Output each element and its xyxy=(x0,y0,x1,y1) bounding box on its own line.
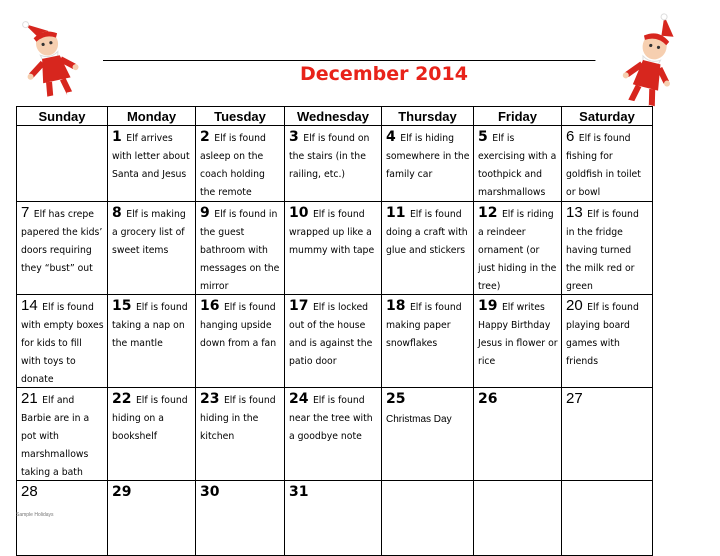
day-cell xyxy=(382,388,474,481)
day-number: 7 xyxy=(21,204,30,221)
day-event-text: Elf is found hiding in the kitchen xyxy=(200,395,276,442)
week-row xyxy=(17,388,653,481)
day-cell xyxy=(562,295,653,388)
day-cell xyxy=(17,295,108,388)
day-cell xyxy=(474,481,562,556)
day-event-text: Elf is found wrapped up like a mummy with tape xyxy=(289,209,375,256)
day-cell xyxy=(382,126,474,202)
day-cell xyxy=(562,202,653,295)
weekday-header-sunday: Sunday xyxy=(17,107,108,126)
day-number: 23 xyxy=(200,391,220,407)
day-cell xyxy=(382,481,474,556)
day-event-text: Elf is found hiding on a bookshelf xyxy=(112,395,188,442)
weekday-header-row xyxy=(17,107,653,126)
day-event-text: Elf is found fishing for goldfish in toilet or bowl xyxy=(566,133,641,198)
day-event-text: Elf arrives with letter about Santa and Jesus xyxy=(112,133,190,180)
day-number: 16 xyxy=(200,298,220,314)
day-number: 11 xyxy=(386,205,406,221)
day-cell xyxy=(196,481,285,556)
weekday-header-saturday: Saturday xyxy=(562,107,653,126)
day-event-text: Elf is making a grocery list of sweet items xyxy=(112,209,186,256)
day-cell xyxy=(382,202,474,295)
weekday-header-wednesday: Wednesday xyxy=(285,107,382,126)
week-row xyxy=(17,202,653,295)
day-cell xyxy=(474,202,562,295)
day-event-text: Elf is found with empty boxes for kids to fill with toys to donate xyxy=(21,302,104,385)
day-cell xyxy=(285,202,382,295)
day-cell xyxy=(474,388,562,481)
day-number: 10 xyxy=(289,205,309,221)
day-event-text: Elf is hiding somewhere in the family car xyxy=(386,133,470,180)
day-number: 22 xyxy=(112,391,132,407)
footer-credit: Sample Holidays xyxy=(16,512,54,518)
day-number: 18 xyxy=(386,298,406,314)
week-row xyxy=(17,481,653,556)
day-event-text: Elf is exercising with a toothpick and marshmallows xyxy=(478,133,557,198)
day-cell xyxy=(108,481,196,556)
day-number: 13 xyxy=(566,204,583,221)
day-event-text: Elf is found in the guest bathroom with messages on the mirror xyxy=(200,209,280,292)
day-number: 31 xyxy=(289,484,309,500)
day-number: 24 xyxy=(289,391,309,407)
day-cell xyxy=(196,295,285,388)
day-cell xyxy=(562,481,653,556)
day-number: 9 xyxy=(200,205,210,221)
day-number: 1 xyxy=(112,129,122,145)
day-cell xyxy=(196,388,285,481)
day-cell xyxy=(474,126,562,202)
day-event-text: Elf is found near the tree with a goodbye note xyxy=(289,395,373,442)
day-event-text: Elf is found doing a craft with glue and stickers xyxy=(386,209,468,256)
week-row xyxy=(17,126,653,202)
weekday-header-monday: Monday xyxy=(108,107,196,126)
day-event-text: Elf is riding a reindeer ornament (or just hiding in the tree) xyxy=(478,209,557,292)
elf-on-shelf-icon xyxy=(6,4,107,109)
day-cell xyxy=(108,126,196,202)
day-number: 20 xyxy=(566,297,583,314)
day-event-text: Elf is found making paper snowflakes xyxy=(386,302,462,349)
day-cell xyxy=(382,295,474,388)
day-event-text: Elf and Barbie are in a pot with marshmallows taking a bath xyxy=(21,395,90,478)
day-event-text: Elf is found on the stairs (in the railing, etc.) xyxy=(289,133,370,180)
calendar-title: December 2014 xyxy=(300,63,468,85)
day-number: 25 xyxy=(386,391,406,407)
day-number: 26 xyxy=(478,391,498,407)
day-number: 28 xyxy=(21,483,38,500)
day-cell xyxy=(196,126,285,202)
day-number: 15 xyxy=(112,298,132,314)
day-number: 3 xyxy=(289,129,299,145)
day-cell xyxy=(562,388,653,481)
day-number: 27 xyxy=(566,390,583,407)
day-event-text: Elf is found taking a nap on the mantle xyxy=(112,302,188,349)
day-event-text: Elf is locked out of the house and is against the patio door xyxy=(289,302,373,367)
day-cell xyxy=(17,202,108,295)
day-number: 5 xyxy=(478,129,488,145)
day-cell xyxy=(285,126,382,202)
day-cell xyxy=(562,126,653,202)
day-event-text: Elf has crepe papered the kids’ doors requiring they “bust” out xyxy=(21,209,103,274)
day-cell xyxy=(474,295,562,388)
day-event-text: Elf is found playing board games with friends xyxy=(566,302,639,367)
day-cell xyxy=(285,295,382,388)
day-cell xyxy=(17,126,108,202)
day-number: 12 xyxy=(478,205,498,221)
day-number: 6 xyxy=(566,128,575,145)
day-cell xyxy=(196,202,285,295)
day-cell xyxy=(285,388,382,481)
week-row xyxy=(17,295,653,388)
day-number: 21 xyxy=(21,390,38,407)
day-number: 17 xyxy=(289,298,309,314)
day-number: 14 xyxy=(21,297,38,314)
day-cell xyxy=(285,481,382,556)
day-cell xyxy=(108,388,196,481)
day-number: 4 xyxy=(386,129,396,145)
day-number: 30 xyxy=(200,484,220,500)
calendar-weeks xyxy=(17,126,653,556)
day-event-text: Elf is found asleep on the coach holding the remote xyxy=(200,133,266,198)
day-event-text: Elf is found hanging upside down from a fan xyxy=(200,302,277,349)
day-event-text: Elf writes Happy Birthday Jesus in flower or rice xyxy=(478,302,558,367)
day-cell xyxy=(17,388,108,481)
day-cell xyxy=(108,295,196,388)
day-number: 8 xyxy=(112,205,122,221)
day-cell xyxy=(108,202,196,295)
calendar-grid xyxy=(16,106,653,556)
day-cell xyxy=(17,481,108,556)
day-number: 2 xyxy=(200,129,210,145)
weekday-header-tuesday: Tuesday xyxy=(196,107,285,126)
day-event-text: Elf is found in the fridge having turned the milk red or green xyxy=(566,209,639,292)
holiday-label: Christmas Day xyxy=(386,414,452,425)
day-number: 29 xyxy=(112,484,132,500)
weekday-header-thursday: Thursday xyxy=(382,107,474,126)
day-number: 19 xyxy=(478,298,498,314)
weekday-header-friday: Friday xyxy=(474,107,562,126)
